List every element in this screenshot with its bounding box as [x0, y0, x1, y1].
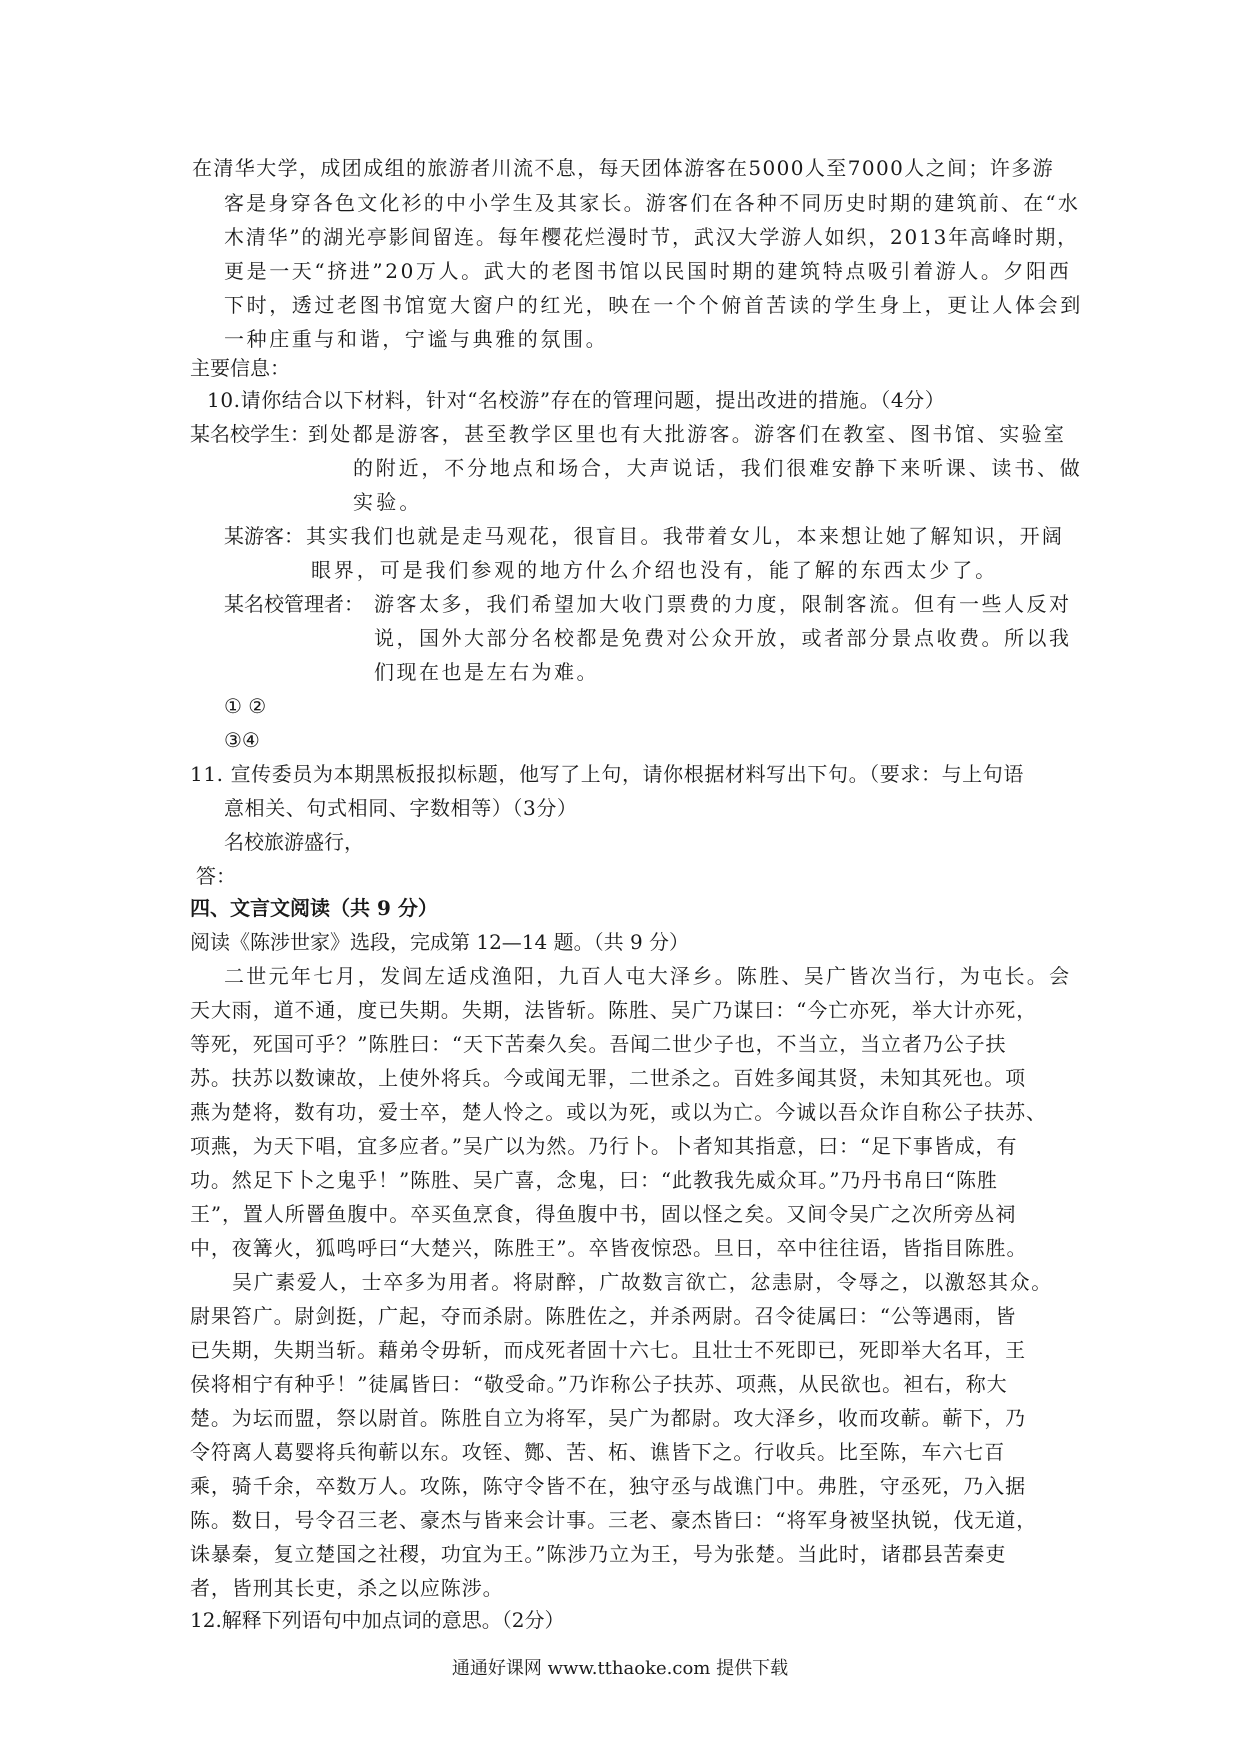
passage-line: 乘，骑千余，卒数万人。攻陈，陈守令皆不在，独守丞与战谯门中。弗胜，守丞死，乃入据 — [190, 1474, 1026, 1498]
question-10-prompt: 10.请你结合以下材料，针对“名校游”存在的管理问题，提出改进的措施。（4分） — [207, 388, 946, 412]
passage-line: 令符离人葛婴将兵徇蕲以东。攻铚、酂、苦、柘、谯皆下之。行收兵。比至陈，车六七百 — [190, 1440, 1006, 1464]
main-info-label: 主要信息： — [190, 356, 290, 380]
page-footer: 通通好课网 www.tthaoke.com 提供下载 — [451, 1658, 789, 1679]
student-line: 实验。 — [353, 490, 423, 514]
material-line: 木清华”的湖光亭影间留连。每年樱花烂漫时节，武汉大学游人如织，2013年高峰时期， — [224, 225, 1079, 249]
passage-line: 中，夜篝火，狐鸣呼曰“大楚兴，陈胜王”。卒皆夜惊恐。旦日，卒中往往语，皆指目陈胜。 — [190, 1236, 1028, 1260]
manager-label: 某名校管理者： — [224, 592, 364, 616]
answer-marks: ③④ — [224, 728, 260, 752]
question-11-prompt: 11. 宣传委员为本期黑板报拟标题，他写了上句，请你根据材料写出下句。（要求：与上句语 — [190, 762, 1024, 786]
answer-marks: ① ② — [224, 694, 267, 718]
answer-label: 答： — [196, 864, 236, 888]
question-11-prompt: 意相关、句式相同、字数相等）（3分） — [224, 796, 578, 820]
passage-line: 已失期，失期当斩。藉弟令毋斩，而戍死者固十六七。且壮士不死即已，死即举大名耳，王 — [190, 1338, 1026, 1362]
passage-line: 燕为楚将，数有功，爱士卒，楚人怜之。或以为死，或以为亡。今诚以吾众诈自称公子扶苏、 — [190, 1100, 1047, 1124]
student-line: 的附近，不分地点和场合，大声说话，我们很难安静下来听课、读书、做 — [353, 456, 1083, 480]
tourist-label: 某游客： — [224, 524, 304, 548]
tourist-line: 眼界，可是我们参观的地方什么介绍也没有，能了解的东西太少了。 — [311, 558, 998, 582]
passage-line: 天大雨，道不通，度已失期。失期，法皆斩。陈胜、吴广乃谋曰：“今亡亦死，举大计亦死， — [190, 998, 1038, 1022]
passage-line: 侯将相宁有种乎！”徒属皆曰：“敬受命。”乃诈称公子扶苏、项燕，从民欲也。袒右，称大 — [190, 1372, 1008, 1396]
passage-line: 苏。扶苏以数谏故，上使外将兵。今或闻无罪，二世杀之。百姓多闻其贤，未知其死也。项 — [190, 1066, 1026, 1090]
manager-line: 说，国外大部分名校都是免费对公众开放，或者部分景点收费。所以我 — [374, 626, 1072, 650]
student-line: 到处都是游客，甚至教学区里也有大批游客。游客们在教室、图书馆、实验室 — [308, 422, 1067, 446]
material-line: 客是身穿各色文化衫的中小学生及其家长。游客们在各种不同历史时期的建筑前、在“水 — [224, 191, 1081, 215]
manager-line: 游客太多，我们希望加大收门票费的力度，限制客流。但有一些人反对 — [374, 592, 1072, 616]
passage-line: 项燕，为天下唱，宜多应者。”吴广以为然。乃行卜。卜者知其指意，曰：“足下事皆成，有 — [190, 1134, 1018, 1158]
section-title: 四、文言文阅读（共 9 分） — [190, 896, 438, 920]
tourist-line: 其实我们也就是走马观花，很盲目。我带着女儿，本来想让她了解知识，开阔 — [306, 524, 1065, 548]
section-intro: 阅读《陈涉世家》选段，完成第 12—14 题。（共 9 分） — [190, 930, 690, 954]
material-line: 下时，透过老图书馆宽大窗户的红光，映在一个个俯首苦读的学生身上，更让人体会到 — [224, 293, 1083, 317]
passage-line: 者，皆刑其长吏，杀之以应陈涉。 — [190, 1576, 504, 1600]
passage-line: 陈。数日，号令召三老、豪杰与皆来会计事。三老、豪杰皆曰：“将军身被坚执锐，伐无道， — [190, 1508, 1038, 1532]
passage-line: 楚。为坛而盟，祭以尉首。陈胜自立为将军，吴广为都尉。攻大泽乡，收而攻蕲。蕲下，乃 — [190, 1406, 1026, 1430]
student-label: 某名校学生： — [190, 422, 310, 446]
passage-line: 诛暴秦，复立楚国之社稷，功宜为王。”陈涉乃立为王，号为张楚。当此时，诸郡县苦秦吏 — [190, 1542, 1007, 1566]
passage-line: 吴广素爱人，士卒多为用者。将尉醉，广故数言欲亡，忿恚尉，令辱之，以激怒其众。 — [232, 1270, 1053, 1294]
manager-line: 们现在也是左右为难。 — [374, 660, 599, 684]
passage-line: 功。然足下卜之鬼乎！”陈胜、吴广喜，念鬼，曰：“此教我先威众耳。”乃丹书帛曰“陈胜 — [190, 1168, 998, 1192]
question-12-prompt: 12.解释下列语句中加点词的意思。（2分） — [190, 1608, 565, 1632]
question-11-given: 名校旅游盛行， — [224, 830, 364, 854]
material-line: 在清华大学，成团成组的旅游者川流不息，每天团体游客在5000人至7000人之间；许多游 — [192, 156, 1054, 180]
passage-line: 王”，置人所罾鱼腹中。卒买鱼烹食，得鱼腹中书，固以怪之矣。又间令吴广之次所旁丛祠 — [190, 1202, 1017, 1226]
material-line: 更是一天“挤进”20万人。武大的老图书馆以民国时期的建筑特点吸引着游人。夕阳西 — [224, 259, 1072, 283]
material-line: 一种庄重与和谐，宁谧与典雅的氛围。 — [224, 327, 609, 351]
passage-line: 尉果笞广。尉剑挺，广起，夺而杀尉。陈胜佐之，并杀两尉。召令徒属曰：“公等遇雨，皆 — [190, 1304, 1017, 1328]
passage-line: 等死，死国可乎？”陈胜曰：“天下苦秦久矣。吾闻二世少子也，不当立，当立者乃公子扶 — [190, 1032, 1007, 1056]
passage-line: 二世元年七月，发闾左适戍渔阳，九百人屯大泽乡。陈胜、吴广皆次当行，为屯长。会 — [224, 964, 1072, 988]
